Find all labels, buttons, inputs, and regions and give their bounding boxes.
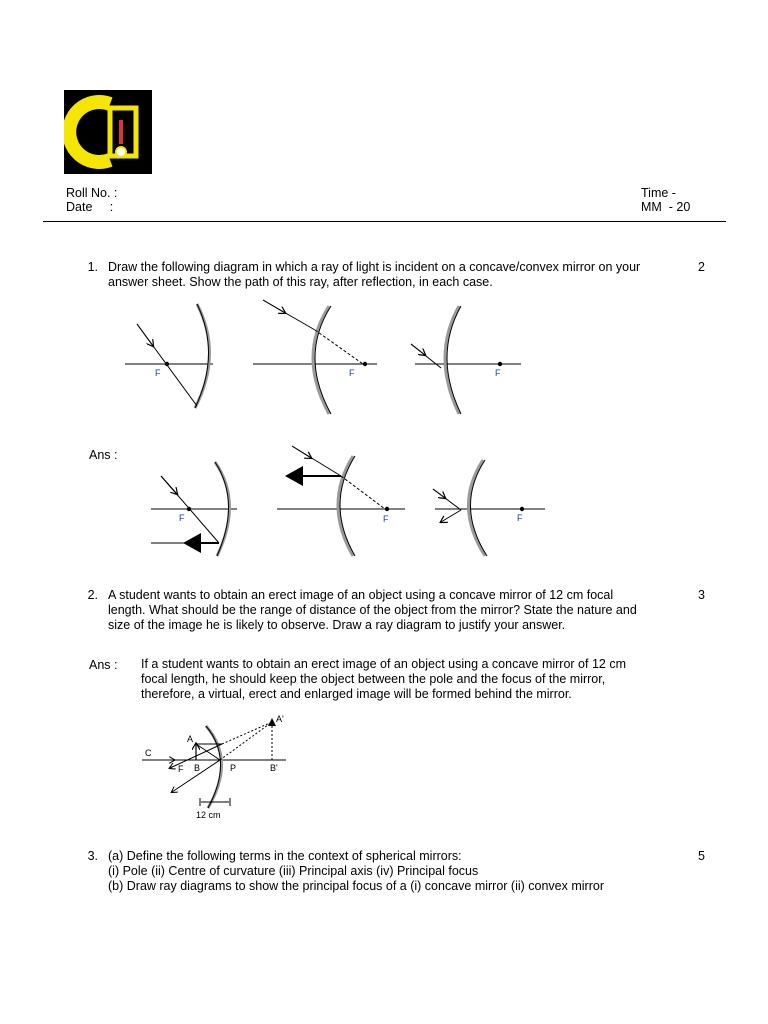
svg-text:F: F [517,513,523,523]
q2-number: 2. [87,588,98,602]
roll-number-label: Roll No. : [66,186,118,200]
q1-marks: 2 [698,260,705,274]
svg-text:A: A [187,734,194,744]
header-divider [43,221,726,222]
q1-number: 1. [87,260,98,274]
q2-answer-line3: therefore, a virtual, erect and enlarged image will be formed behind the mirror. [141,687,572,701]
q1-question-diagrams [115,296,535,420]
svg-text:F: F [349,368,355,378]
q1-answer-label: Ans : [89,448,118,462]
q1-answer-diagram-convex-3 [433,460,545,556]
q2-text-line2: length. What should be the range of distance of the object from the mirror? State the nature and [108,603,637,617]
q1-diagram-convex-2 [253,300,377,414]
q1-text-line1: Draw the following diagram in which a ray of light is incident on a concave/convex mirror on your [108,260,641,274]
svg-text:B: B [194,763,201,773]
svg-text:F: F [179,513,185,523]
q2-answer-label: Ans : [89,658,118,672]
svg-text:F: F [178,764,184,774]
q3-text-line3: (b) Draw ray diagrams to show the principal focus of a (i) concave mirror (ii) convex mirror [108,879,604,893]
max-marks-label: MM - 20 [641,200,691,214]
q1-answer-diagram-concave-1 [151,462,237,556]
svg-text:12 cm: 12 cm [196,810,221,820]
q2-ray-diagram [138,712,298,824]
q3-marks: 5 [698,849,705,863]
q2-marks: 3 [698,588,705,602]
q1-text-line2: answer sheet. Show the path of this ray, after reflection, in each case. [108,275,493,289]
q3-text-line1: (a) Define the following terms in the context of spherical mirrors: [108,849,462,863]
q1-diagram-convex-3 [411,306,521,414]
q1-answer-diagram-convex-2 [277,446,405,556]
svg-text:F: F [383,514,389,524]
q2-answer-line2: focal length, he should keep the object between the pole and the focus of the mirror, [141,672,606,686]
svg-text:P: P [230,763,237,773]
q2-text-line1: A student wants to obtain an erect image of an object using a concave mirror of 12 cm focal [108,588,614,602]
svg-text:F: F [495,368,501,378]
q3-number: 3. [87,849,98,863]
time-label: Time - [641,186,676,200]
svg-text:F: F [155,368,161,378]
q3-text-line2: (i) Pole (ii) Centre of curvature (iii) Principal axis (iv) Principal focus [108,864,479,878]
svg-text:C: C [145,748,152,758]
q2-text-line3: size of the image he is likely to observe. Draw a ray diagram to justify your answer. [108,618,566,632]
svg-text:A': A' [276,714,284,724]
q2-answer-line1: If a student wants to obtain an erect image of an object using a concave mirror of 12 cm [141,657,626,671]
q1-answer-diagrams [145,442,555,562]
svg-text:B': B' [270,763,278,773]
date-label: Date : [66,200,114,214]
institute-logo [64,90,152,174]
q1-diagram-concave-1 [125,304,213,408]
